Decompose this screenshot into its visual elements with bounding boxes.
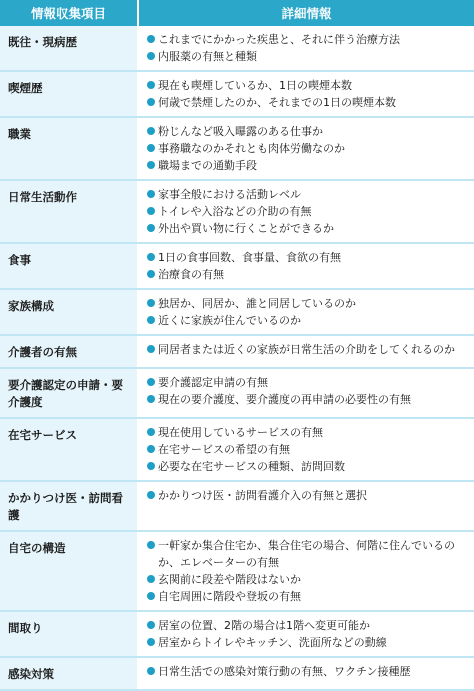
detail-text: 自宅周囲に階段や登坂の有無 — [158, 590, 301, 603]
detail-line — [147, 458, 470, 475]
header-detail-column: 詳細情報 — [138, 0, 474, 26]
detail-line — [147, 537, 470, 571]
detail-text: 何歳で禁煙したのか、それまでの1日の喫煙本数 — [158, 96, 396, 109]
bullet-icon — [147, 541, 155, 549]
detail-line — [147, 48, 470, 65]
table-body — [0, 26, 474, 690]
table-row — [0, 26, 474, 71]
table-row — [0, 289, 474, 335]
row-item-label: 食事 — [0, 243, 138, 289]
bullet-icon — [147, 224, 155, 232]
table-row — [0, 611, 474, 657]
row-details — [138, 657, 474, 690]
bullet-icon — [147, 98, 155, 106]
detail-text: 家事全般における活動レベル — [158, 188, 301, 201]
detail-text: 現在使用しているサービスの有無 — [158, 426, 323, 439]
detail-line — [147, 424, 470, 441]
detail-line — [147, 220, 470, 237]
row-item-label: 介護者の有無 — [0, 335, 138, 368]
row-details — [138, 335, 474, 368]
detail-line — [147, 634, 470, 651]
detail-text: 日常生活での感染対策行動の有無、ワクチン接種歴 — [158, 665, 411, 678]
table-row — [0, 335, 474, 368]
row-item-label: 家族構成 — [0, 289, 138, 335]
detail-line — [147, 266, 470, 283]
detail-line — [147, 341, 470, 358]
detail-line — [147, 31, 470, 48]
detail-line — [147, 441, 470, 458]
table-row — [0, 243, 474, 289]
row-item-label: 日常生活動作 — [0, 180, 138, 243]
row-item-label: 在宅サービス — [0, 418, 138, 481]
bullet-icon — [147, 144, 155, 152]
row-item-label: 感染対策 — [0, 657, 138, 690]
row-details — [138, 180, 474, 243]
detail-line — [147, 391, 470, 408]
row-details — [138, 289, 474, 335]
row-details — [138, 531, 474, 611]
bullet-icon — [147, 462, 155, 470]
row-details — [138, 71, 474, 117]
row-item-label: 要介護認定の申請・要介護度 — [0, 368, 138, 418]
row-item-label: 喫煙歴 — [0, 71, 138, 117]
bullet-icon — [147, 575, 155, 583]
detail-text: 在宅サービスの希望の有無 — [158, 443, 290, 456]
detail-text: 職場までの通勤手段 — [158, 159, 257, 172]
detail-text: 同居者または近くの家族が日常生活の介助をしてくれるのか — [158, 343, 455, 356]
row-details — [138, 26, 474, 71]
header-item-column: 情報収集項目 — [0, 0, 138, 26]
bullet-icon — [147, 621, 155, 629]
bullet-icon — [147, 667, 155, 675]
detail-text: 事務職なのかそれとも肉体労働なのか — [158, 142, 345, 155]
row-item-label: 間取り — [0, 611, 138, 657]
detail-line — [147, 94, 470, 111]
detail-text: 外出や買い物に行くことができるか — [158, 222, 334, 235]
bullet-icon — [147, 491, 155, 499]
row-details — [138, 243, 474, 289]
detail-text: 一軒家か集合住宅か、集合住宅の場合、何階に住んでいるのか、エレベーターの有無 — [158, 539, 455, 569]
row-item-label: 既往・現病歴 — [0, 26, 138, 71]
detail-text: 玄関前に段差や階段はないか — [158, 573, 301, 586]
detail-text: 居室からトイレやキッチン、洗面所などの動線 — [158, 636, 387, 649]
detail-line — [147, 374, 470, 391]
detail-line — [147, 157, 470, 174]
bullet-icon — [147, 270, 155, 278]
bullet-icon — [147, 35, 155, 43]
table-header-row — [0, 0, 474, 26]
table-row — [0, 368, 474, 418]
detail-text: 現在の要介護度、要介護度の再申請の必要性の有無 — [158, 393, 411, 406]
bullet-icon — [147, 345, 155, 353]
detail-line — [147, 249, 470, 266]
detail-text: 粉じんなど吸入曝露のある仕事か — [158, 125, 323, 138]
row-item-label: 自宅の構造 — [0, 531, 138, 611]
detail-text: 必要な在宅サービスの種類、訪問回数 — [158, 460, 345, 473]
bullet-icon — [147, 81, 155, 89]
detail-line — [147, 123, 470, 140]
bullet-icon — [147, 190, 155, 198]
detail-line — [147, 312, 470, 329]
bullet-icon — [147, 445, 155, 453]
table-row — [0, 180, 474, 243]
bullet-icon — [147, 378, 155, 386]
bullet-icon — [147, 395, 155, 403]
table-row — [0, 117, 474, 180]
detail-line — [147, 295, 470, 312]
table-row — [0, 71, 474, 117]
table-row — [0, 481, 474, 531]
table-row — [0, 657, 474, 690]
bullet-icon — [147, 592, 155, 600]
row-item-label: 職業 — [0, 117, 138, 180]
row-details — [138, 611, 474, 657]
detail-text: 内服薬の有無と種類 — [158, 50, 257, 63]
row-details — [138, 481, 474, 531]
detail-line — [147, 487, 470, 504]
detail-line — [147, 140, 470, 157]
bullet-icon — [147, 253, 155, 261]
table-row — [0, 531, 474, 611]
row-details — [138, 368, 474, 418]
detail-text: 要介護認定申請の有無 — [158, 376, 268, 389]
table-row — [0, 418, 474, 481]
detail-line — [147, 588, 470, 605]
bullet-icon — [147, 299, 155, 307]
detail-line — [147, 571, 470, 588]
detail-text: 近くに家族が住んでいるのか — [158, 314, 301, 327]
row-details — [138, 418, 474, 481]
detail-line — [147, 663, 470, 680]
bullet-icon — [147, 316, 155, 324]
detail-text: 1日の食事回数、食事量、食欲の有無 — [158, 251, 341, 264]
row-details — [138, 117, 474, 180]
bullet-icon — [147, 127, 155, 135]
detail-text: これまでにかかった疾患と、それに伴う治療方法 — [158, 33, 400, 46]
bullet-icon — [147, 207, 155, 215]
detail-line — [147, 77, 470, 94]
detail-text: 現在も喫煙しているか、1日の喫煙本数 — [158, 79, 352, 92]
detail-text: 居室の位置、2階の場合は1階へ変更可能か — [158, 619, 370, 632]
bullet-icon — [147, 161, 155, 169]
detail-line — [147, 203, 470, 220]
detail-text: 独居か、同居か、誰と同居しているのか — [158, 297, 356, 310]
detail-text: トイレや入浴などの介助の有無 — [158, 205, 312, 218]
bullet-icon — [147, 428, 155, 436]
row-item-label: かかりつけ医・訪問看護 — [0, 481, 138, 531]
detail-text: 治療食の有無 — [158, 268, 224, 281]
bullet-icon — [147, 638, 155, 646]
detail-line — [147, 186, 470, 203]
detail-text: かかりつけ医・訪問看護介入の有無と選択 — [158, 489, 367, 502]
bullet-icon — [147, 52, 155, 60]
